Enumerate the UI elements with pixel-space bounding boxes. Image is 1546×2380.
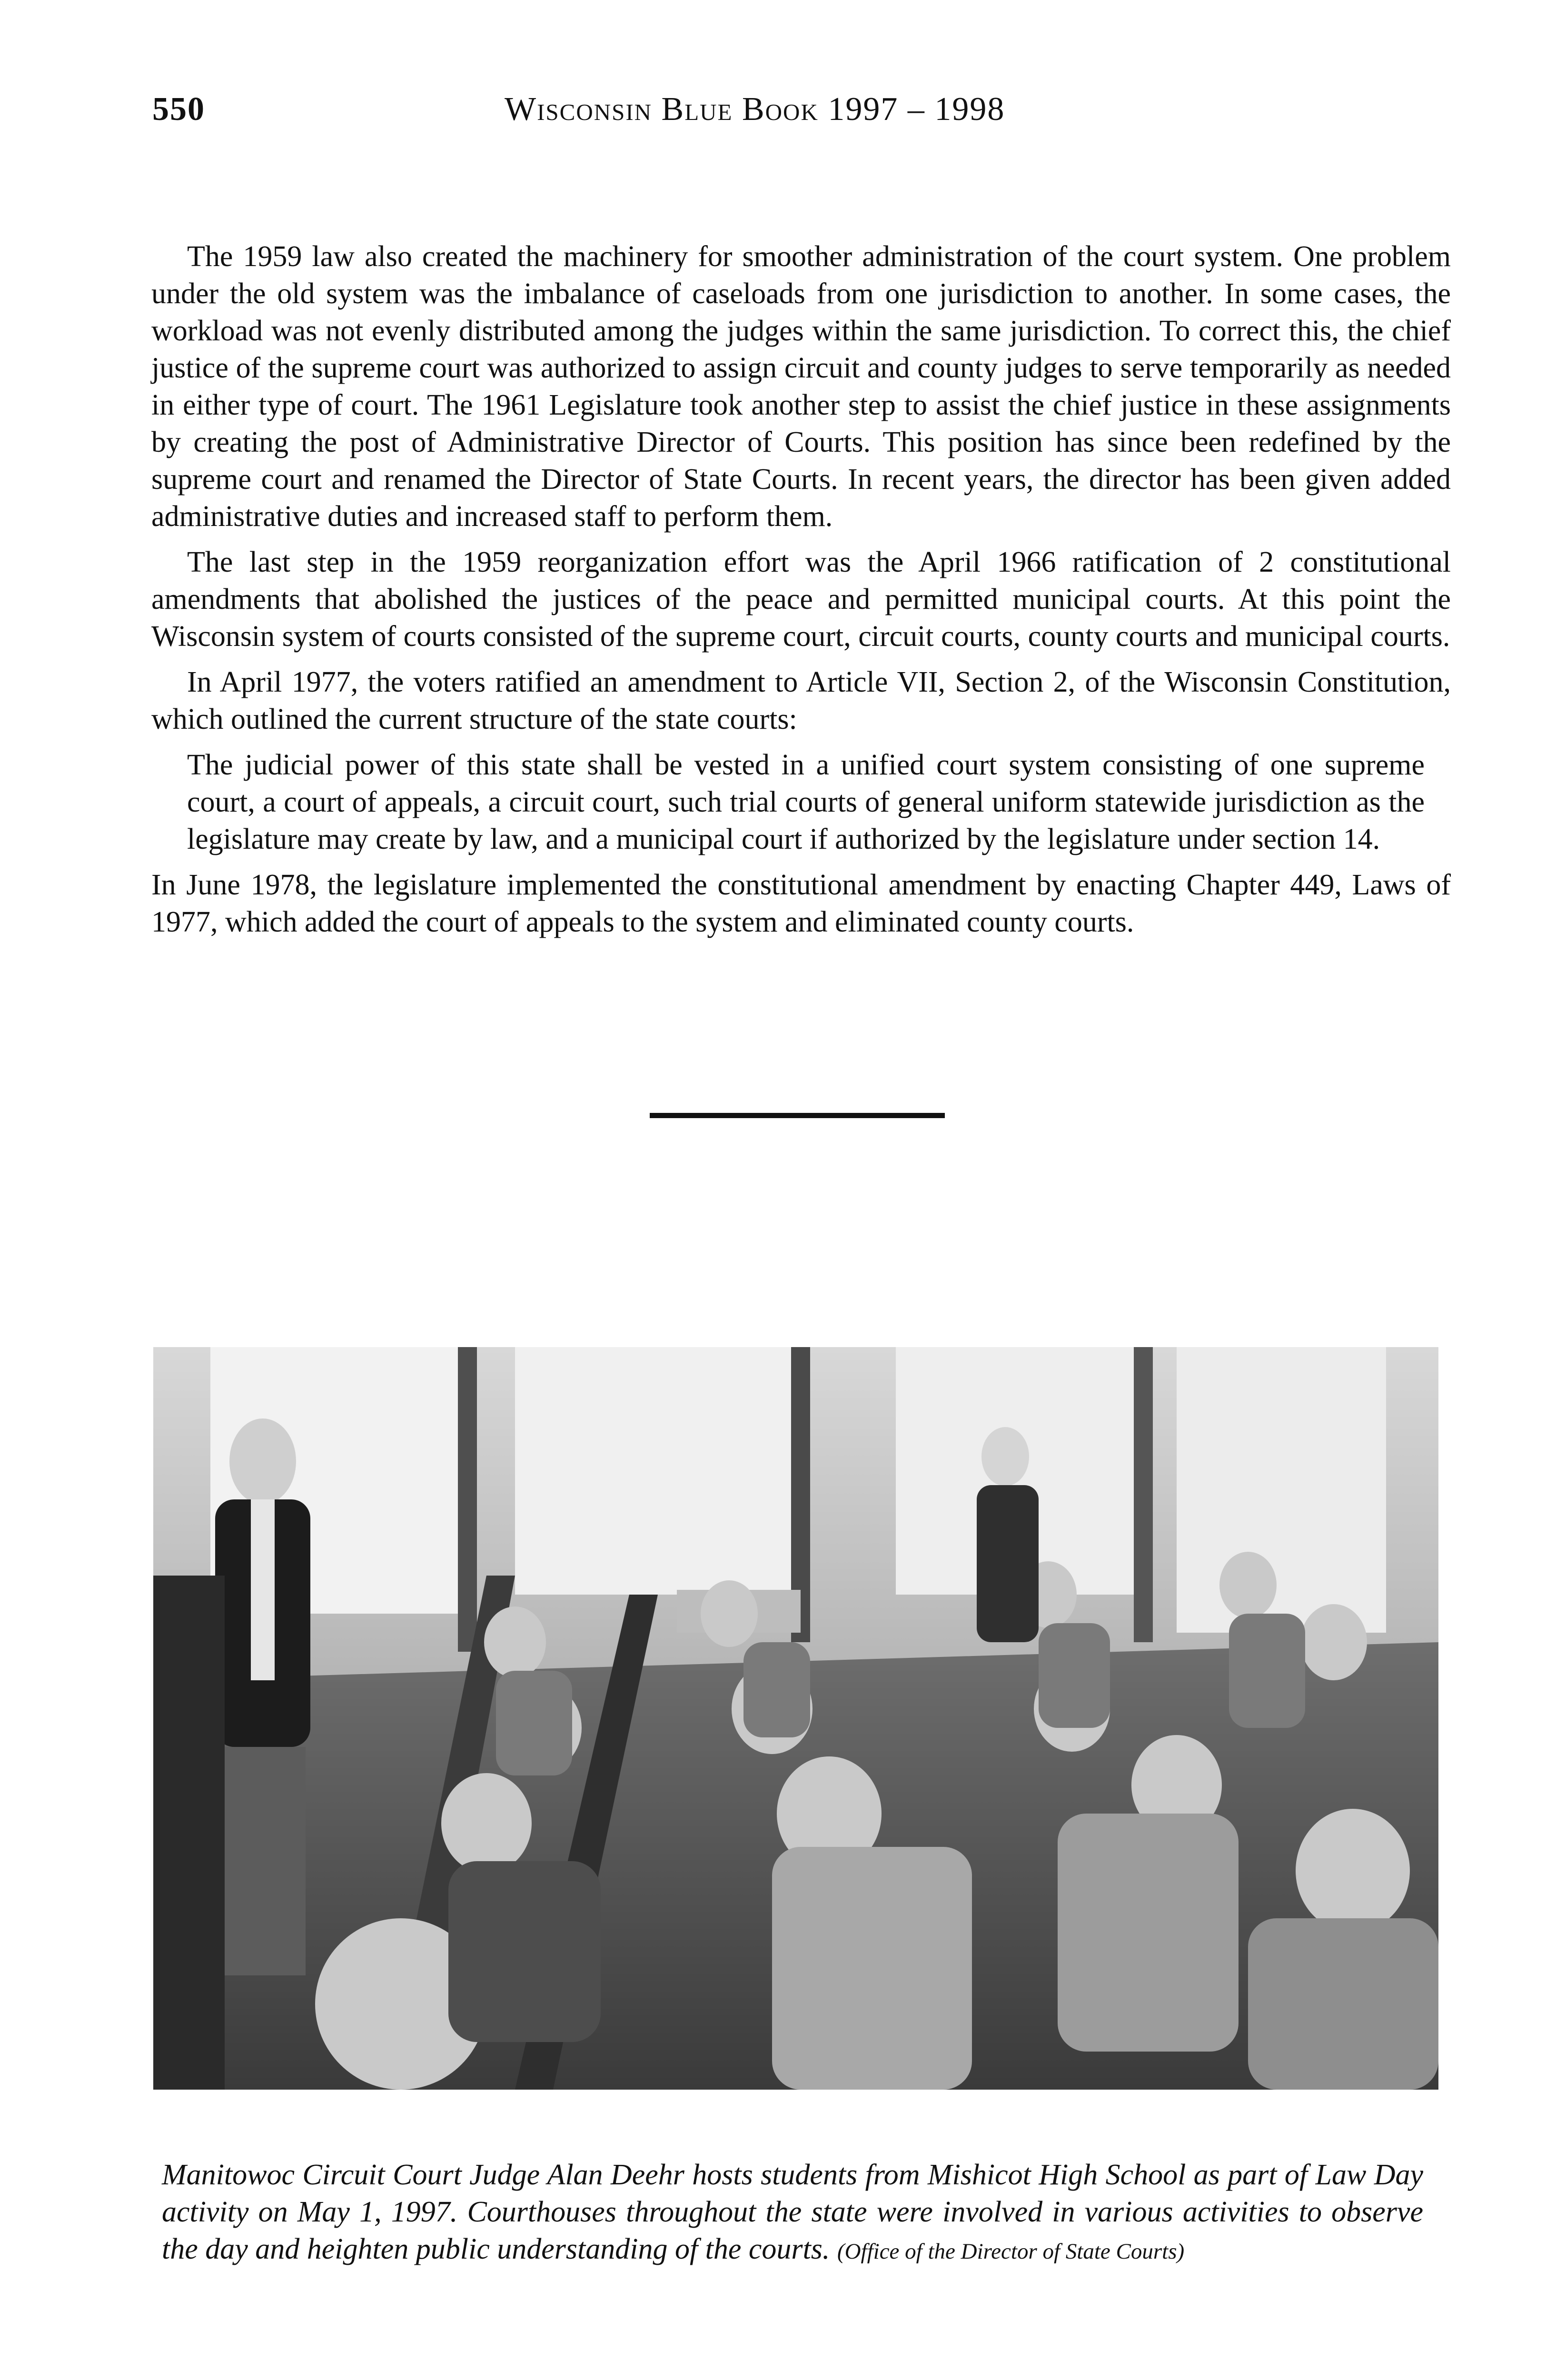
caption-text: Manitowoc Circuit Court Judge Alan Deehr hosts students from Mishicot High School as part of Law Day activity on May 1, 1997. Courthouses throughout the state were involved in various activities to observe the day and heighten public understanding of the courts. (162, 2159, 1423, 2265)
page-number: 550 (152, 91, 205, 128)
courtroom-photo (153, 1347, 1438, 2090)
paragraph-administration: The 1959 law also created the machinery for smoother administration of the court system. One problem under the old system was the imbalance of caseloads from one jurisdiction to another. In some cases, the workload was not evenly distributed among the judges within the same jurisdiction. To correct this, the chief justice of the supreme court was authorized to assign circuit and county judges to serve temporarily as needed in either type of court. The 1961 Legislature took another step to assist the chief justice in these assignments by creating the post of Administrative Director of Courts. This position has since been redefined by the supreme court and renamed the Director of State Courts. In recent years, the director has been given added administrative duties and increased staff to perform them. (151, 240, 1451, 533)
constitution-quote: The judicial power of this state shall be vested in a unified court system consisting of one supreme court, a court of appeals, a circuit court, such trial courts of general uniform statewide jurisdiction as the legislature may create by law, and a municipal court if authorized by the legislature under section 14. (187, 749, 1425, 855)
paragraph-implementation: In June 1978, the legislature implemented the constitutional amendment by enacting Chapter 449, Laws of 1977, which added the court of appeals to the system and eliminated county courts. (151, 869, 1451, 938)
paragraph-reorganization: The last step in the 1959 reorganization effort was the April 1966 ratification of 2 constitutional amendments that abolished the justices of the peace and permitted municipal courts. At this point the Wisconsin system of courts consisted of the supreme court, circuit courts, county courts and municipal courts. (151, 546, 1451, 653)
book-title: Wisconsin Blue Book 1997 – 1998 (505, 91, 1005, 128)
photo-caption (162, 2156, 1423, 2270)
paragraph-amendment: In April 1977, the voters ratified an amendment to Article VII, Section 2, of the Wisconsin Constitution, which outlined the current structure of the state courts: (151, 666, 1451, 735)
running-head (152, 90, 1447, 143)
body-text (151, 238, 1451, 949)
section-divider (650, 1113, 945, 1118)
photo-credit: (Office of the Director of State Courts) (837, 2239, 1185, 2264)
